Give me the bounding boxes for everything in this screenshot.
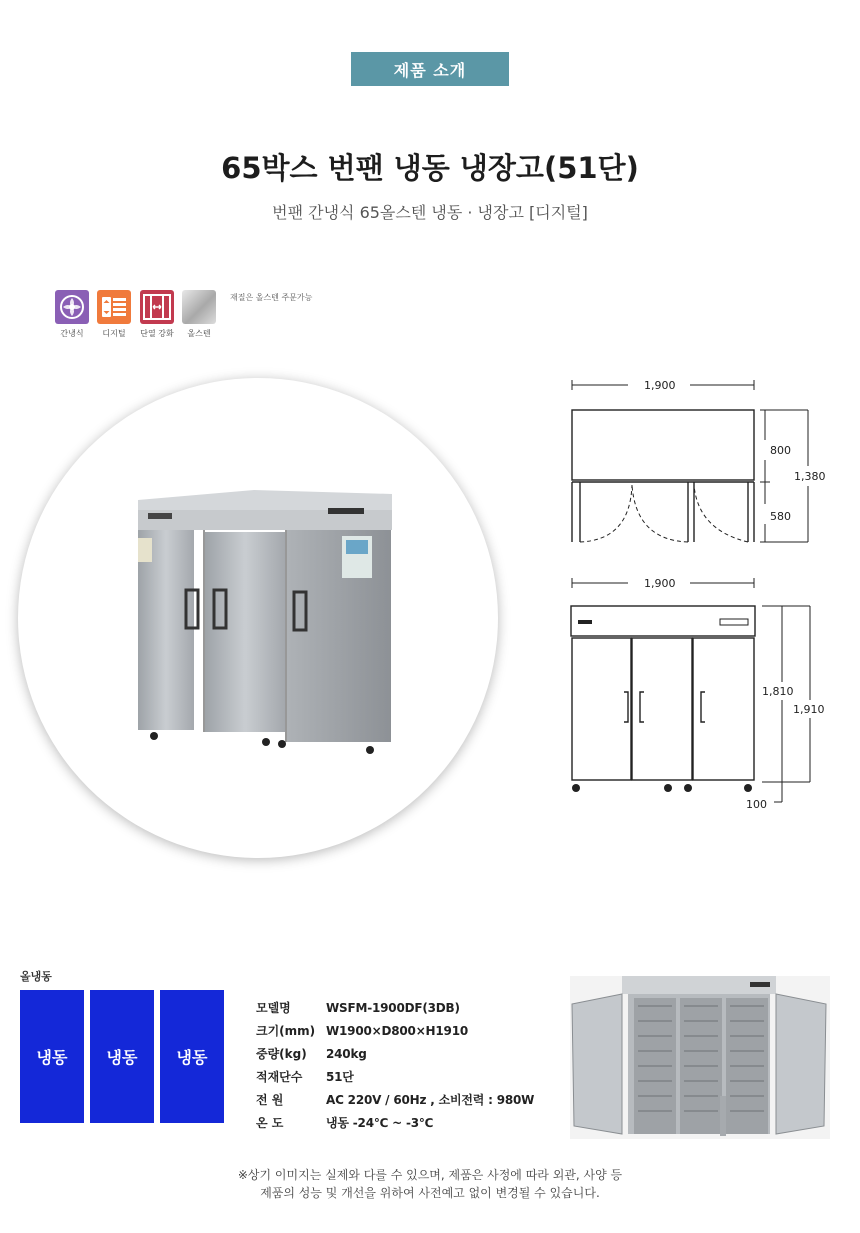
top-upper-label: 800 <box>770 444 791 457</box>
spec-value: 240kg <box>326 1046 367 1061</box>
feature-indirect-cooling <box>52 290 92 339</box>
insulation-icon <box>140 290 174 324</box>
disclaimer-line: ※상기 이미지는 실제와 다를 수 있으며, 제품은 사정에 따라 외관, 사양 등 <box>237 1168 623 1182</box>
front-legs-label: 100 <box>746 798 767 811</box>
feature-label: 디지털 <box>102 329 126 338</box>
product-title: 65박스 번팬 냉동 냉장고(51단) <box>221 151 639 185</box>
disclaimer-line: 제품의 성능 및 개선을 위하여 사전예고 없이 변경될 수 있습니다. <box>260 1186 600 1200</box>
spec-value: AC 220V / 60Hz , 소비전력 : 980W <box>326 1093 535 1107</box>
chamber-type-title: 올냉동 <box>20 970 52 983</box>
product-photo-frame <box>18 378 498 858</box>
spec-key: 모델명 <box>256 1001 291 1015</box>
chamber-freezer: 냉동 <box>160 990 224 1123</box>
spec-row <box>256 1111 534 1134</box>
front-body-label: 1,810 <box>762 685 794 698</box>
spec-value: WSFM-1900DF(3DB) <box>326 1000 460 1015</box>
spec-value: 냉동 -24℃ ~ -3℃ <box>326 1116 434 1130</box>
top-width-label: 1,900 <box>644 379 676 392</box>
spec-key: 적재단수 <box>256 1070 303 1084</box>
chamber-freezer: 냉동 <box>90 990 154 1123</box>
open-refrigerator-image <box>570 976 830 1139</box>
feature-label: 단열 강화 <box>140 329 174 338</box>
feature-digital <box>94 290 134 339</box>
spec-key: 전 원 <box>256 1093 284 1107</box>
front-width-label: 1,900 <box>644 577 676 590</box>
dimension-drawing <box>540 370 840 820</box>
top-lower-label: 580 <box>770 510 791 523</box>
front-total-label: 1,910 <box>793 703 825 716</box>
spec-row <box>256 1042 534 1065</box>
spec-row <box>256 1065 534 1088</box>
fan-icon <box>55 290 89 324</box>
interior-photo <box>570 976 830 1139</box>
feature-insulation <box>137 290 177 339</box>
product-subtitle: 번팬 간냉식 65올스텐 냉동 · 냉장고 [디지털] <box>272 203 588 222</box>
spec-key: 중량(kg) <box>256 1047 307 1061</box>
spec-key: 온 도 <box>256 1116 284 1130</box>
spec-row <box>256 996 534 1019</box>
feature-label: 간냉식 <box>60 329 84 338</box>
digital-icon <box>97 290 131 324</box>
feature-label: 올스텐 <box>187 329 211 338</box>
spec-key: 크기(mm) <box>256 1024 316 1038</box>
top-depth-label: 1,380 <box>794 470 826 483</box>
refrigerator-image <box>18 378 498 858</box>
spec-value: W1900×D800×H1910 <box>326 1023 468 1038</box>
stainless-icon <box>182 290 216 324</box>
material-note: 재질은 올스텐 주문가능 <box>230 293 313 302</box>
spec-row <box>256 1088 534 1111</box>
chamber-freezer: 냉동 <box>20 990 84 1123</box>
spec-row <box>256 1019 534 1042</box>
disclaimer <box>0 1166 860 1202</box>
spec-table <box>256 996 534 1134</box>
feature-stainless <box>179 290 219 339</box>
section-badge: 제품 소개 <box>351 52 509 86</box>
spec-value: 51단 <box>326 1070 354 1084</box>
